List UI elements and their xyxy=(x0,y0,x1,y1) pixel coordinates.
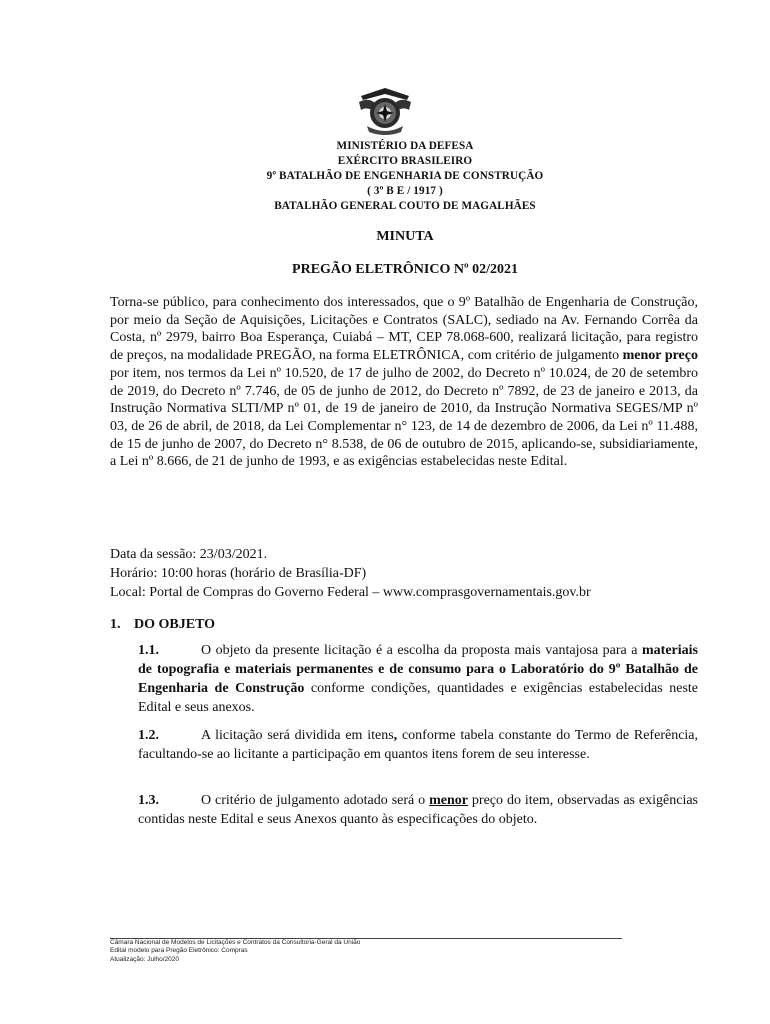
intro-paragraph xyxy=(110,294,698,471)
intro-text-bold: menor preço xyxy=(622,348,698,364)
clause-number: 1.2. xyxy=(138,728,159,743)
header-line-army: EXÉRCITO BRASILEIRO xyxy=(337,155,473,167)
page-footer xyxy=(110,939,360,964)
session-info xyxy=(110,545,698,602)
clause-text-before: O objeto da presente licitação é a escolha da proposta mais vantajosa para a xyxy=(201,643,643,658)
intro-text-after: por item, nos termos da Lei nº 10.520, de 17 de julho de 2002, do Decreto nº 10.024, de 20 de setembro de 2019, do Decreto nº 7.746, de 05 de junho de 2012, do Decreto nº 7892, de 23 de janeiro e 2013, da Instrução Normativa SLTI/MP nº 01, de 19 de janeiro de 2010, da Instrução Normativa SEGES/MP nº 03, de 26 de abril, de 2018, da Lei Complementar n° 123, de 14 de dezembro de 2006, da Lei nº 11.488, de 15 de junho de 2007, do Decreto n° 8.538, de 06 de outubro de 2015, aplicando-se, subsidiariamente, a Lei nº 8.666, de 21 de junho de 1993, e as exigências estabelecidas neste Edital. xyxy=(110,365,698,470)
footer-line-template: Edital modelo para Pregão Eletrônico: Compras xyxy=(110,947,248,955)
header-line-battalion-name: BATALHÃO GENERAL COUTO DE MAGALHÃES xyxy=(274,200,536,212)
header-line-battalion: 9º BATALHÃO DE ENGENHARIA DE CONSTRUÇÃO xyxy=(266,170,544,182)
clause-text-bold: menor xyxy=(429,793,468,808)
document-title: MINUTA xyxy=(376,229,434,244)
footer-line-update: Atualização: Julho/2020 xyxy=(110,955,180,963)
session-place: Local: Portal de Compras do Governo Federal – www.comprasgovernamentais.gov.br xyxy=(110,585,591,600)
clause-text-bold: , xyxy=(393,728,398,743)
header-line-ministry: MINISTÉRIO DA DEFESA xyxy=(336,140,474,152)
clause-item xyxy=(138,791,698,829)
clause-text-before: O critério de julgamento adotado será o xyxy=(201,793,430,808)
clause-text-after: conforme condições, quantidades e exigências estabelecidas neste Edital e seus anexos. xyxy=(138,681,699,715)
clause-number: 1.1. xyxy=(138,643,159,658)
clause-item xyxy=(138,641,698,717)
clause-text-after: conforme tabela constante do Termo de Referência, facultando-se ao licitante a participação em quantos itens forem de seu interesse. xyxy=(138,728,699,762)
section-heading xyxy=(110,617,215,633)
session-time: Horário: 10:00 horas (horário de Brasília-DF) xyxy=(110,566,367,581)
clause-text-bold: materiais de topografia e materiais permanentes e de consumo para o Laboratório do 9º Batalhão de Engenharia de Construção xyxy=(138,643,698,696)
section-number: 1. xyxy=(110,617,121,632)
clause-number: 1.3. xyxy=(138,793,159,808)
clause-item xyxy=(138,726,698,764)
footer-line-organization: Câmara Nacional de Modelos de Licitações e Contratos da Consultoria-Geral da União xyxy=(110,939,361,946)
header-line-code: ( 3º B E / 1917 ) xyxy=(367,185,443,197)
clause-text-after: preço do item, observadas as exigências contidas neste Edital e seus Anexos quanto às especificações do objeto. xyxy=(138,793,698,827)
coat-of-arms-emblem xyxy=(357,86,413,138)
document-subtitle: PREGÃO ELETRÔNICO Nº 02/2021 xyxy=(292,262,518,277)
document-header xyxy=(110,139,700,214)
section-title: DO OBJETO xyxy=(134,617,216,632)
session-date: Data da sessão: 23/03/2021. xyxy=(110,547,268,562)
intro-text-before: Torna-se público, para conhecimento dos interessados, que o 9º Batalhão de Engenharia de Construção, por meio da Seção de Aquisições, Licitações e Contratos (SALC), sediado na Av. Fernando Corrêa da Costa, nº 2979, bairro Boa Esperança, Cuiabá – MT, CEP 78.068-600, realizará licitação, para registro de preços, na modalidade PREGÃO, na forma ELETRÔNICA, com critério de julgamento xyxy=(110,295,698,364)
clause-text-before: A licitação será dividida em itens xyxy=(201,728,394,743)
